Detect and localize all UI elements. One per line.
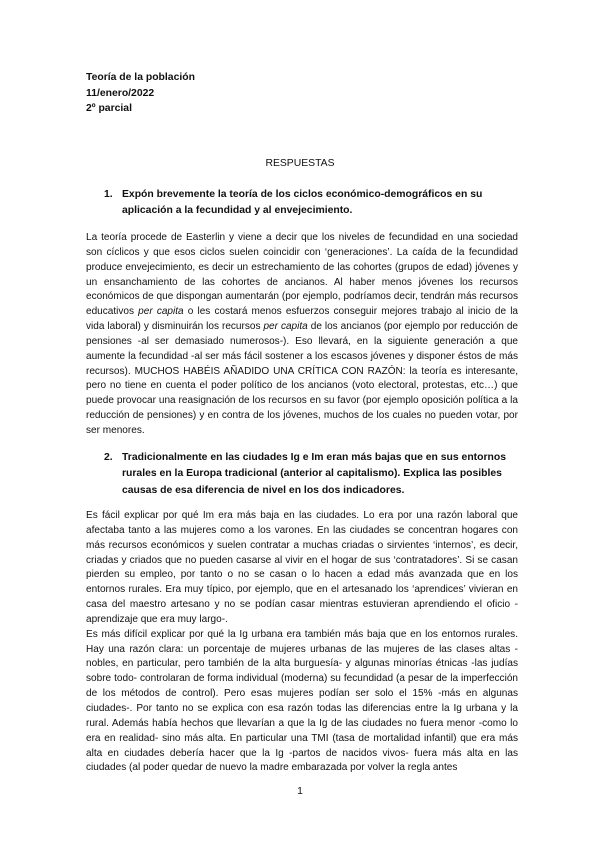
page-number: 1: [297, 786, 303, 797]
question-text: Expón brevemente la teoría de los ciclos económico-demográficos en su aplicación a la fecundidad y al envejecimiento.: [122, 189, 483, 217]
exam-term: 2º parcial: [86, 103, 132, 114]
document-header: [86, 70, 195, 117]
answer-1-text-a: La teoría procede de Easterlin y viene a decir que los niveles de fecundidad en una sociedad son cíclicos y que esos ciclos suelen coincidir con ‘generaciones’. La caída de la fecundidad produce envejecimiento, es decir un estrechamiento de las cohortes (grupos de edad) jóvenes y un ensanchamiento de las cohortes de ancianos. Al haber menos jóvenes los recursos económicos de que dispongan aumentarán (por ejemplo, podríamos decir, tendrán más recursos educativos: [86, 232, 518, 318]
question-number: 2.: [104, 452, 113, 463]
exam-date: 11/enero/2022: [86, 87, 155, 99]
answer-1-paragraph: [86, 231, 518, 439]
course-title: Teoría de la población: [86, 72, 195, 83]
page-title: RESPUESTAS: [265, 158, 335, 169]
answer-1-italic-b: per capita: [263, 321, 308, 333]
answer-2-paragraph-2: Es más difícil explicar por qué la Ig urbana era también más baja que en los entornos rurales. Hay una razón clara: un porcentaje de mujeres urbanas de las mujeres de las clases altas -nobles, en particular, pero también de la alta burguesía- y algunas minorías étnicas -las judías sobre todo- controlaran de forma individual (moderna) su fecundidad (a pesar de la imperfección de los métodos de control). Pero esas mujeres podían ser solo el 15% -más en algunas ciudades-. Por tanto no se explica con esa razón todas las diferencias entre la Ig urbana y la rural. Además había hechos que llevarían a que la Ig de las ciudades no fuera menor -como lo era en realidad- sino más alta. En particular una TMI (tasa de mortalidad infantil) que era más alta en ciudades debería hacer que la Ig -partos de nacidos vivos- fuera más alta en las ciudades (al poder quedar de nuevo la madre embarazada por volver la regla antes: [86, 628, 518, 774]
answer-1-italic-a: per capita: [138, 306, 184, 318]
answer-2-paragraph-1: Es fácil explicar por qué Im era más baja en las ciudades. Lo era por una razón laboral que afectaba tanto a las mujeres como a los varones. En las ciudades se concentran hogares con más recursos económicos y suelen contratar a muchas criadas o sirvientes ‘internos’, es decir, criadas y criados que no pueden casarse al vivir en el hogar de sus ‘contratadores’. Si se casan pierden su empleo, por tanto o no se casan o lo hacen a edad más avanzada que en los entornos rurales. Era muy típico, por ejemplo, que en el artesanado los ‘aprendices’ vivieran en casa del maestro artesano y no se podían casar mientras estuvieran aprendiendo el oficio -aprendizaje que era muy largo-.: [86, 510, 518, 625]
answer-1-text-b: o les costará menos esfuerzos conseguir mejores trabajo al inicio de la vida laboral) y disminuirán los recursos: [86, 306, 519, 333]
question-text: Tradicionalmente en las ciudades Ig e Im eran más bajas que en sus entornos rurales en la Europa tradicional (anterior al capitalismo). Explica las posibles causas de esa diferencia de nivel en los dos indicadores.: [122, 452, 507, 496]
answer-1-text-c: de los ancianos (por ejemplo por reducción de pensiones -al ser demasiado numerosos-). Eso llevará, en la siguiente generación a que aumente la fecundidad -al ser más fácil sostener a los escasos jóvenes y disponer éstos de más recursos). MUCHOS HABÉIS AÑADIDO UNA CRÍTICA CON RAZÓN: la teoría es interesante, pero no tiene en cuenta el poder político de los ancianos (voto electoral, protestas, etc…) que puede provocar una reasignación de los recursos en su favor (por ejemplo oposición política a la reducción de pensiones) y en contra de los jóvenes, muchos de los cuales no pueden votar, por ser menores.: [86, 321, 518, 436]
answer-2: [86, 509, 518, 776]
answer-1: [86, 231, 518, 439]
question-number: 1.: [104, 189, 113, 200]
